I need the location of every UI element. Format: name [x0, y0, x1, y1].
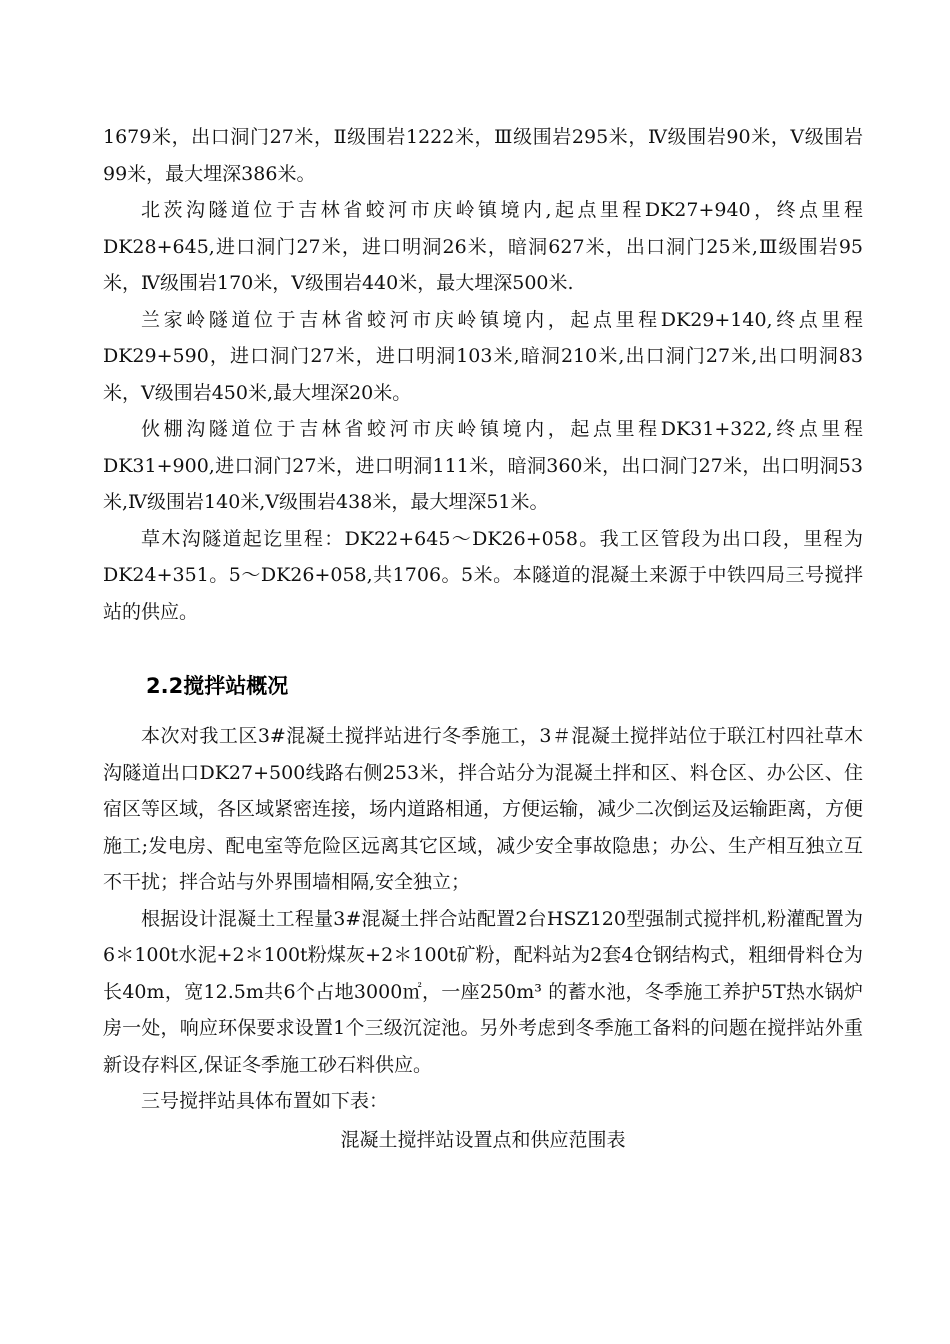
body-paragraph-station-location: 本次对我工区3#混凝土搅拌站进行冬季施工，3＃混凝土搅拌站位于联江村四社草木沟隧道出口DK27+500线路右侧253米，拌合站分为混凝土拌和区、料仓区、办公区、住宿区等区域，各区域紧密连接，场内道路相通，方便运输，减少二次倒运及运输距离，方便施工;发电房、配电室等危险区远离其它区域，减少安全事故隐患；办公、生产相互独立互不干扰；拌合站与外界围墙相隔,安全独立； [103, 725, 864, 893]
body-paragraph-station-config: 根据设计混凝土工程量3#混凝土拌合站配置2台HSZ120型强制式搅拌机,粉灌配置为6＊100t水泥+2＊100t粉煤灰+2＊100t矿粉，配料站为2套4仓钢结构式，粗细骨料仓为长40m，宽12.5m共6个占地3000㎡，一座250m³ 的蓄水池，冬季施工养护5T热水锅炉房一处，响应环保要求设置1个三级沉淀池。另外考虑到冬季施工备料的问题在搅拌站外重新设存料区,保证冬季施工砂石料供应。 [103, 907, 863, 1076]
body-paragraph-beicigou-tunnel: 北茨沟隧道位于吉林省蛟河市庆岭镇境内,起点里程DK27+940，终点里程DK28+645,进口洞门27米，进口明洞26米，暗洞627米，出口洞门25米,Ⅲ级围岩95米，Ⅳ级围岩170米，Ⅴ级围岩440米，最大埋深500米. [103, 199, 863, 294]
table-caption: 混凝土搅拌站设置点和供应范围表 [340, 1128, 626, 1151]
body-paragraph-continued: 1679米，出口洞门27米，Ⅱ级围岩1222米，Ⅲ级围岩295米，Ⅳ级围岩90米，Ⅴ级围岩99米，最大埋深386米。 [103, 126, 863, 185]
body-paragraph-caomugou-tunnel: 草木沟隧道起讫里程：DK22+645～DK26+058。我工区管段为出口段，里程为DK24+351。5～DK26+058,共1706。5米。本隧道的混凝土来源于中铁四局三号搅拌站的供应。 [103, 527, 863, 623]
body-paragraph-table-intro: 三号搅拌站具体布置如下表： [141, 1090, 389, 1112]
section-heading: 2.2搅拌站概况 [146, 674, 289, 698]
body-paragraph-huopenggou-tunnel: 伙棚沟隧道位于吉林省蛟河市庆岭镇境内，起点里程DK31+322,终点里程DK31+900,进口洞门27米，进口明洞111米，暗洞360米，出口洞门27米，出口明洞53米,Ⅳ级围岩140米,Ⅴ级围岩438米，最大埋深51米。 [103, 418, 863, 513]
body-paragraph-lanjialing-tunnel: 兰家岭隧道位于吉林省蛟河市庆岭镇境内，起点里程DK29+140,终点里程DK29+590，进口洞门27米，进口明洞103米,暗洞210米,出口洞门27米,出口明洞83米，Ⅴ级围岩450米,最大埋深20米。 [103, 308, 863, 404]
document-body [103, 119, 863, 1158]
